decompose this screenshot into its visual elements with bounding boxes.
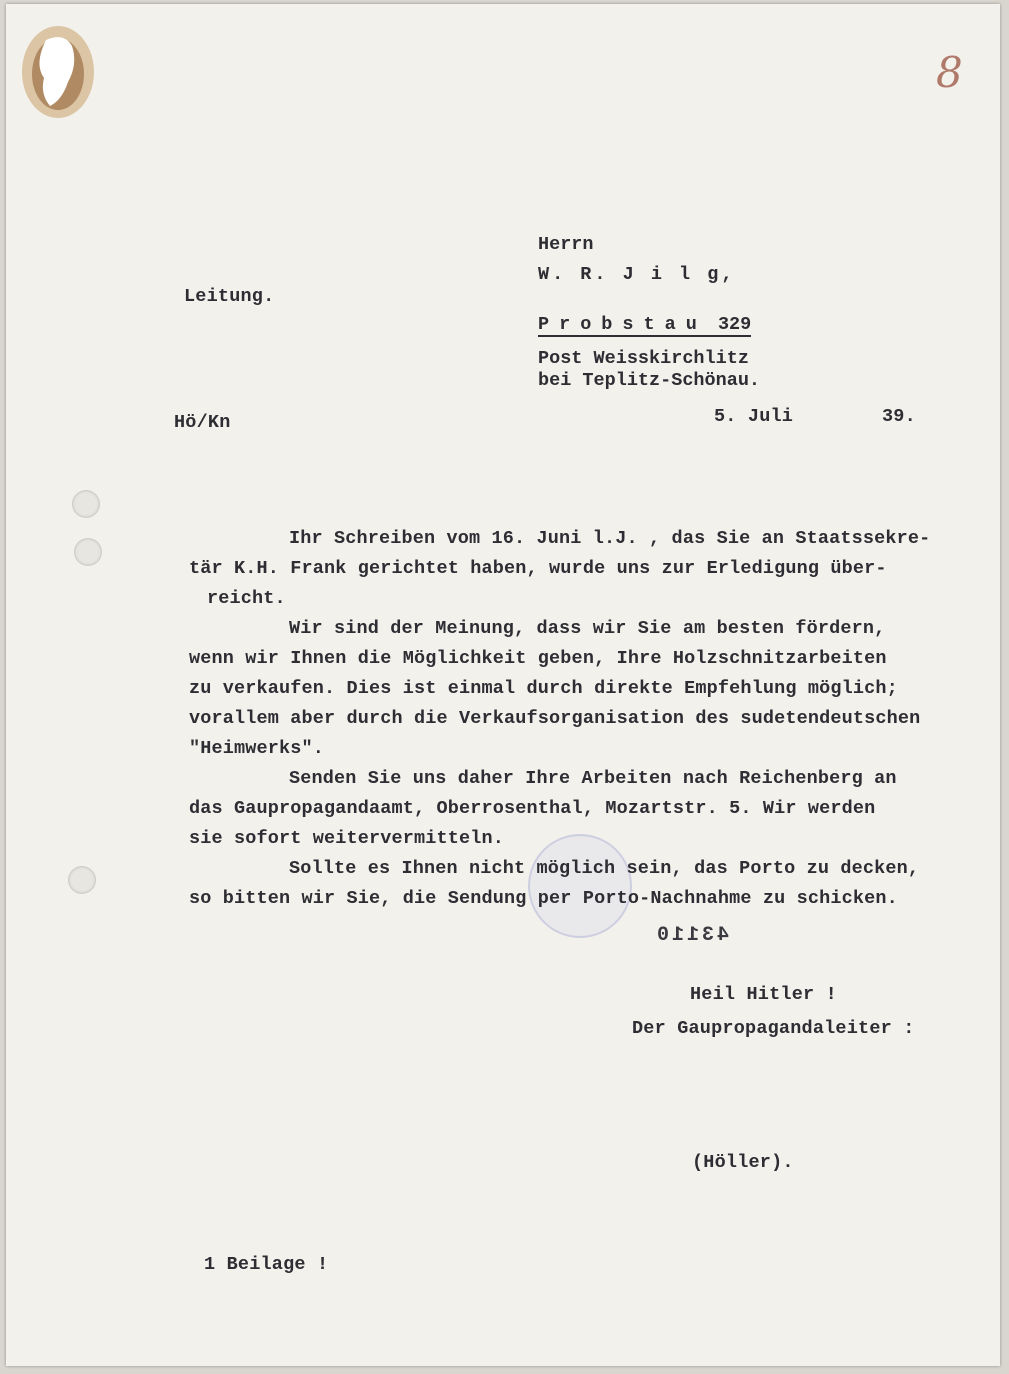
recipient-house-number: 329 <box>717 314 752 335</box>
date-year: 39. <box>882 406 916 427</box>
recipient-post: Post Weisskirchlitz <box>538 348 749 369</box>
body-line: Ihr Schreiben vom 16. Juni l.J. , das Sie an Staatssekre- <box>289 528 931 549</box>
recipient-address <box>538 230 760 392</box>
body-line: das Gaupropagandaamt, Oberrosenthal, Mozartstr. 5. Wir werden <box>189 798 876 819</box>
enclosure-note: 1 Beilage ! <box>204 1254 329 1275</box>
signature-name: (Höller). <box>692 1152 794 1173</box>
closing-greeting: Heil Hitler ! <box>690 984 837 1005</box>
body-line: so bitten wir Sie, die Sendung per Porto-Nachnahme zu schicken. <box>189 888 898 909</box>
body-line: "Heimwerks". <box>189 738 325 759</box>
department: Leitung. <box>184 286 275 307</box>
body-line: Sollte es Ihnen nicht möglich sein, das Porto zu decken, <box>289 858 920 879</box>
body-line: Wir sind der Meinung, dass wir Sie am besten fördern, <box>289 618 886 639</box>
punch-hole <box>72 490 100 518</box>
reference-code: Hö/Kn <box>174 412 231 433</box>
recipient-name: W. R. J i l g, <box>538 264 736 285</box>
body-line: tär K.H. Frank gerichtet haben, wurde uns zur Erledigung über- <box>189 558 887 579</box>
letter-sheet <box>6 4 1000 1366</box>
closing-title: Der Gaupropagandaleiter : <box>632 1018 915 1039</box>
body-line: Senden Sie uns daher Ihre Arbeiten nach Reichenberg an <box>289 768 897 789</box>
page-number: 8 <box>936 48 963 97</box>
date-day-month: 5. Juli <box>714 406 794 427</box>
body-line: reicht. <box>207 588 286 609</box>
burn-mark <box>16 20 96 120</box>
body-line: vorallem aber durch die Verkaufsorganisation des sudetendeutschen <box>189 708 921 729</box>
letter-body <box>189 524 1009 914</box>
body-line: sie sofort weitervermitteln. <box>189 828 505 849</box>
body-line: zu verkaufen. Dies ist einmal durch direkte Empfehlung möglich; <box>189 678 898 699</box>
recipient-salutation: Herrn <box>538 234 594 255</box>
recipient-street: Probstau <box>538 314 707 335</box>
punch-hole <box>74 538 102 566</box>
recipient-near: bei Teplitz-Schönau. <box>538 370 761 391</box>
punch-hole <box>68 866 96 894</box>
recipient-street-underline <box>538 314 751 337</box>
body-line: wenn wir Ihnen die Möglichkeit geben, Ihre Holzschnitzarbeiten <box>189 648 887 669</box>
recipient-street-line <box>538 310 760 340</box>
stamp-number: 43110 <box>654 924 730 947</box>
